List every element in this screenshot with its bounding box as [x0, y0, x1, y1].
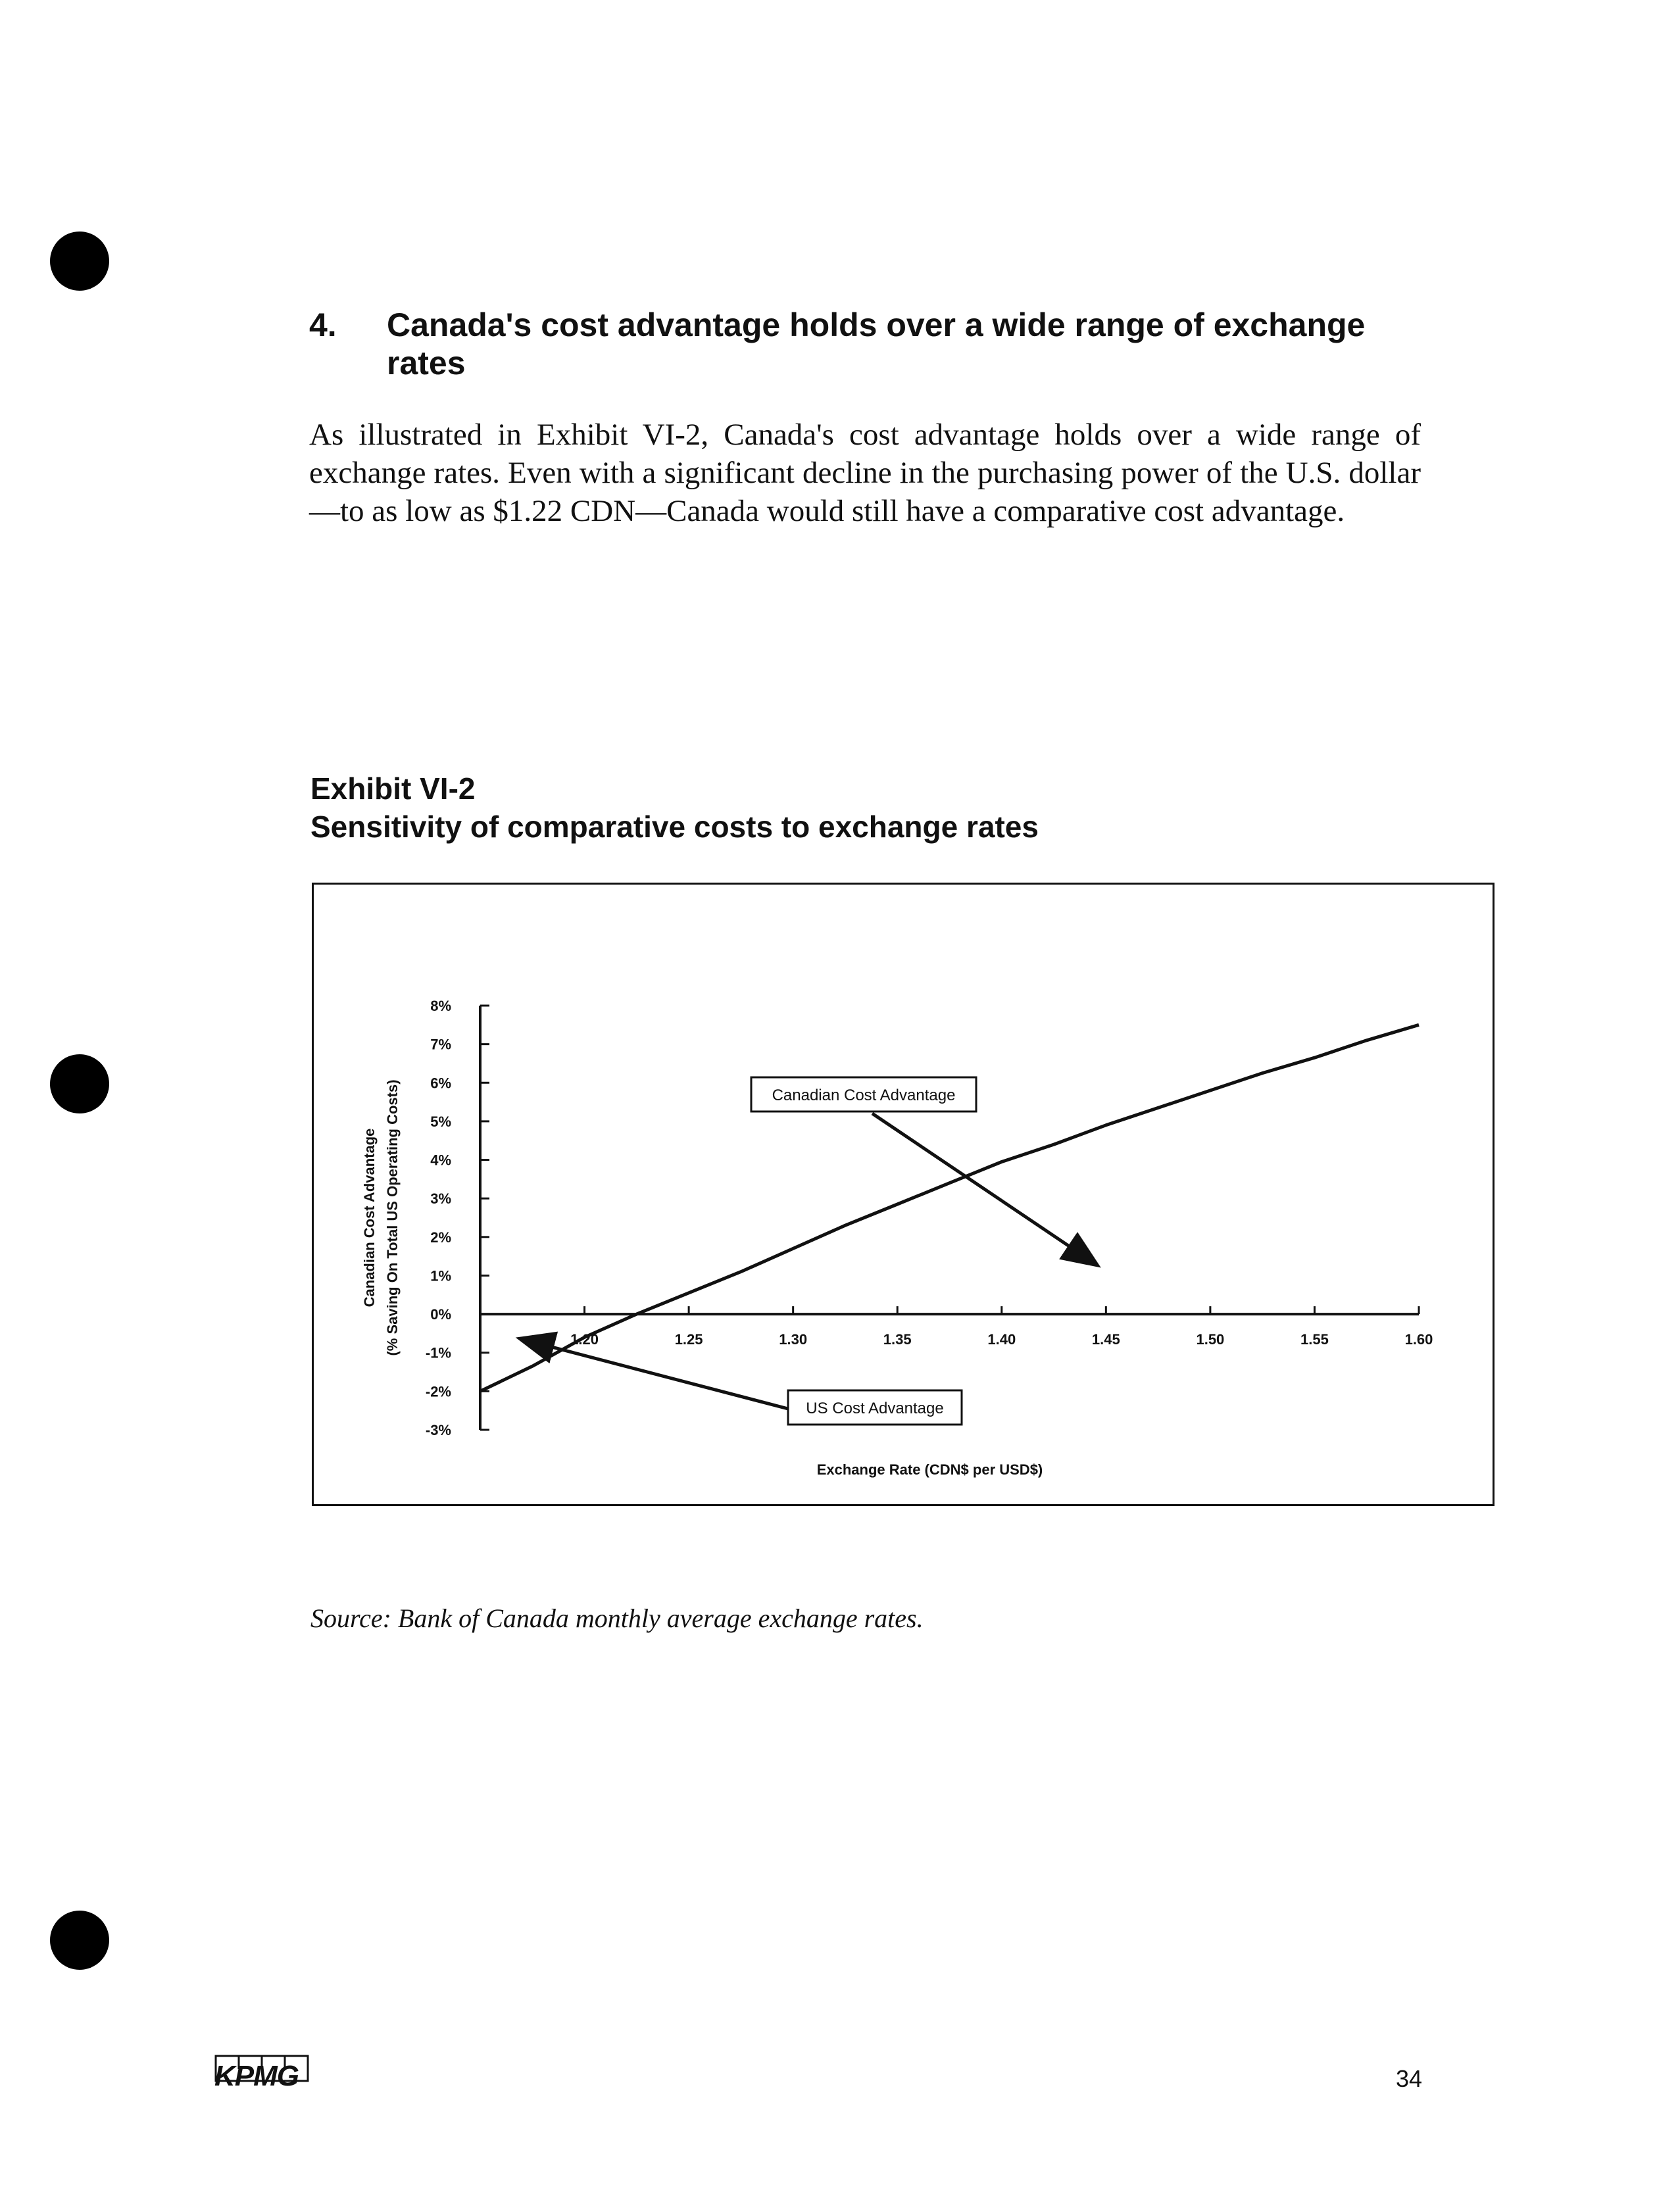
y-tick-label: 8% [430, 998, 451, 1014]
exhibit-label: Exhibit VI-2 [310, 771, 476, 806]
x-tick-label: 1.25 [674, 1331, 703, 1348]
y-tick-label: 0% [430, 1306, 451, 1323]
y-axis [426, 998, 489, 1438]
annotations [522, 1077, 1095, 1425]
exhibit-header [310, 769, 1495, 846]
x-tick-label: 1.60 [1404, 1331, 1433, 1348]
y-axis-title-line2: (% Saving On Total US Operating Costs) [384, 1079, 401, 1356]
source-note: Source: Bank of Canada monthly average exchange rates. [310, 1603, 924, 1633]
x-tick-label: 1.40 [987, 1331, 1016, 1348]
x-tick-label: 1.45 [1091, 1331, 1120, 1348]
x-tick-label: 1.50 [1196, 1331, 1225, 1348]
line-chart [312, 883, 1495, 1506]
y-axis-title-line1: Canadian Cost Advantage [361, 1128, 378, 1307]
kpmg-logo: KPMG [214, 2060, 299, 2092]
exhibit-title: Sensitivity of comparative costs to exchange rates [310, 810, 1039, 844]
x-tick-label: 1.30 [779, 1331, 808, 1348]
y-tick-label: 5% [430, 1113, 451, 1130]
y-tick-label: 3% [430, 1190, 451, 1208]
x-axis [480, 1306, 1433, 1348]
x-tick-label: 1.35 [883, 1331, 912, 1348]
section-heading-text: Canada's cost advantage holds over a wide range of exchange rates [387, 306, 1366, 381]
x-axis-title: Exchange Rate (CDN$ per USD$) [816, 1461, 1043, 1478]
y-tick-label: -1% [425, 1344, 451, 1361]
callout-label: Canadian Cost Advantage [772, 1087, 956, 1104]
callout-arrow [872, 1113, 1095, 1264]
y-tick-label: 4% [430, 1152, 451, 1169]
callout-arrow [522, 1339, 788, 1409]
y-tick-label: 2% [430, 1229, 451, 1246]
body-paragraph: As illustrated in Exhibit VI-2, Canada's cost advantage holds over a wide range of exchange rates. Even with a significant decline in the purchasing power of the U.S. dollar—to as low as $1.22 CDN—Canada would still have a comparative cost advantage. [309, 418, 1421, 528]
y-tick-label: -3% [425, 1422, 451, 1438]
x-tick-label: 1.55 [1300, 1331, 1329, 1348]
x-tick-label: 1.20 [570, 1331, 599, 1348]
binder-hole-middle [50, 1054, 109, 1113]
section-number: 4. [309, 306, 337, 343]
y-tick-label: -2% [425, 1383, 451, 1400]
binder-hole-top [50, 232, 109, 291]
y-tick-label: 1% [430, 1267, 451, 1284]
binder-hole-bottom [50, 1911, 109, 1970]
callout-label: US Cost Advantage [806, 1400, 944, 1417]
page-number: 34 [1396, 2065, 1423, 2092]
y-tick-label: 6% [430, 1075, 451, 1092]
y-tick-label: 7% [430, 1036, 451, 1053]
